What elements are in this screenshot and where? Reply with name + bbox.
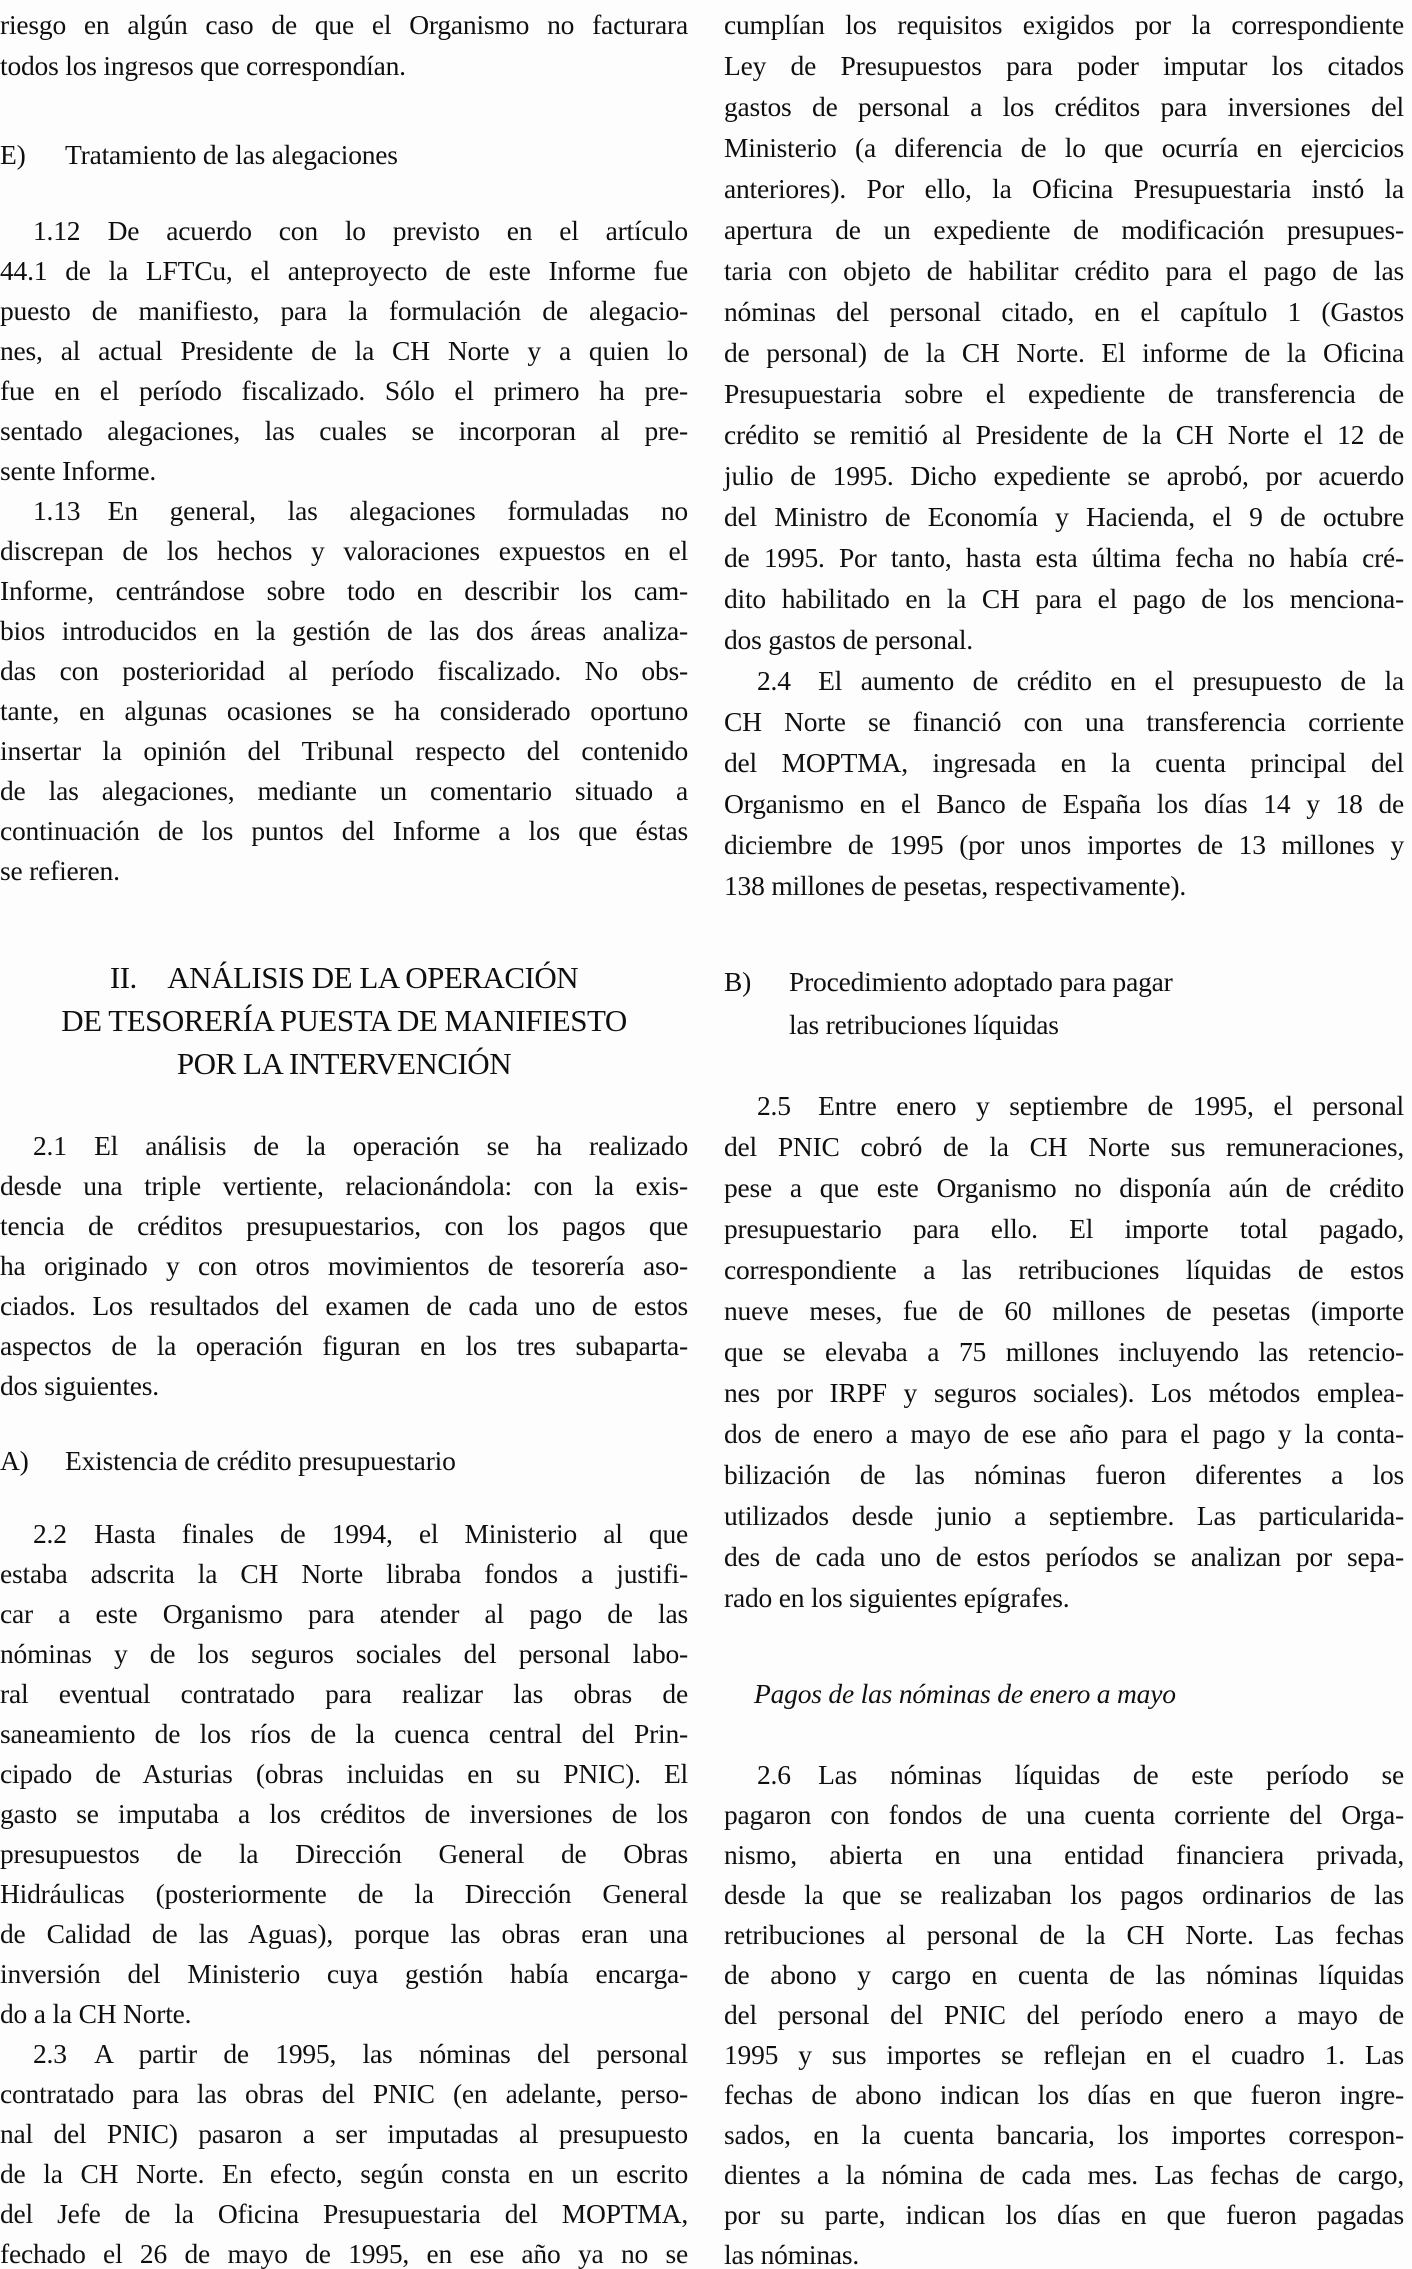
text-line: 1.13 En general, las alegaciones formuladas no: [33, 495, 688, 526]
column-right: [724, 0, 1404, 2269]
column-left: [0, 0, 688, 2269]
text-line: nóminas y de los seguros sociales del personal labo-: [0, 1638, 688, 1669]
text-line: dito habilitado en la CH para el pago de los menciona-: [724, 583, 1404, 614]
subheading-line: Pagos de las nóminas de enero a mayo: [754, 1678, 1176, 1709]
text-line: estaba adscrita la CH Norte libraba fondos a justifi-: [0, 1558, 688, 1589]
text-line: do a la CH Norte.: [0, 1998, 192, 2029]
section-heading-line: POR LA INTERVENCIÓN: [176, 1046, 512, 1081]
text-line: de 1995. Por tanto, hasta esta última fecha no había cré-: [724, 542, 1404, 573]
text-line: gasto se imputaba a los créditos de inversiones de los: [0, 1798, 688, 1829]
text-line: ciados. Los resultados del examen de cada uno de estos: [0, 1290, 688, 1321]
text-line: utilizados desde junio a septiembre. Las particularida-: [724, 1500, 1404, 1531]
heading-label: A): [0, 1445, 29, 1476]
text-line: pagaron con fondos de una cuenta corriente del Orga-: [724, 1799, 1404, 1830]
text-line: cipado de Asturias (obras incluidas en su PNIC). El: [0, 1758, 688, 1789]
text-line: 2.5 Entre enero y septiembre de 1995, el personal: [757, 1090, 1404, 1121]
text-line: todos los ingresos que correspondían.: [0, 50, 406, 81]
text-line: car a este Organismo para atender al pago de las: [0, 1598, 688, 1629]
text-line: riesgo en algún caso de que el Organismo no facturara: [0, 9, 688, 40]
text-line: CH Norte se financió con una transferencia corriente: [724, 706, 1404, 737]
text-line: del MOPTMA, ingresada en la cuenta principal del: [724, 747, 1404, 778]
text-line: nóminas del personal citado, en el capítulo 1 (Gastos: [724, 296, 1404, 327]
text-line: desde la que se realizaban los pagos ordinarios de las: [724, 1879, 1404, 1910]
text-line: del Jefe de la Oficina Presupuestaria del MOPTMA,: [0, 2198, 688, 2229]
text-line: insertar la opinión del Tribunal respecto del contenido: [0, 735, 688, 766]
section-heading-line: II. ANÁLISIS DE LA OPERACIÓN: [109, 960, 579, 995]
text-line: por su parte, indican los días en que fueron pagadas: [724, 2199, 1404, 2230]
text-line: taria con objeto de habilitar crédito para el pago de las: [724, 255, 1404, 286]
text-line: 2.3 A partir de 1995, las nóminas del personal: [33, 2038, 688, 2069]
text-line: crédito se remitió al Presidente de la CH Norte el 12 de: [724, 419, 1404, 450]
text-line: 2.6 Las nóminas líquidas de este período se: [757, 1759, 1404, 1790]
text-line: 2.1 El análisis de la operación se ha realizado: [33, 1130, 688, 1161]
text-line: gastos de personal a los créditos para inversiones del: [724, 91, 1404, 122]
heading-line: las retribuciones líquidas: [789, 1009, 1059, 1040]
heading-text: Existencia de crédito presupuestario: [65, 1445, 456, 1476]
text-line: 2.2 Hasta finales de 1994, el Ministerio al que: [33, 1518, 688, 1549]
text-line: diciembre de 1995 (por unos importes de 13 millones y: [724, 829, 1404, 860]
block-para: [0, 1514, 688, 2269]
text-line: Organismo en el Banco de España los días 14 y 18 de: [724, 788, 1404, 819]
text-line: ral eventual contratado para realizar las obras de: [0, 1678, 688, 1709]
heading-text: Tratamiento de las alegaciones: [65, 139, 398, 170]
text-line: bios introducidos en la gestión de las dos áreas analiza-: [0, 615, 688, 646]
text-line: nal del PNIC) pasaron a ser imputadas al presupuesto: [0, 2118, 688, 2149]
text-line: Presupuestaria sobre el expediente de transferencia de: [724, 378, 1404, 409]
text-line: de la CH Norte. En efecto, según consta en un escrito: [0, 2158, 688, 2189]
text-line: aspectos de la operación figuran en los tres subaparta-: [0, 1330, 688, 1361]
block-para: [724, 1085, 1404, 1618]
text-line: discrepan de los hechos y valoraciones expuestos en el: [0, 535, 688, 566]
text-line: Ley de Presupuestos para poder imputar los citados: [724, 50, 1404, 81]
text-line: presupuestario para ello. El importe total pagado,: [724, 1213, 1404, 1244]
heading-text: Procedimiento adoptado para pagar: [789, 966, 1173, 997]
text-line: julio de 1995. Dicho expediente se aprobó, por acuerdo: [724, 460, 1404, 491]
text-line: que se elevaba a 75 millones incluyendo las retencio-: [724, 1336, 1404, 1367]
text-line: saneamiento de los ríos de la cuenca central del Prin-: [0, 1718, 688, 1749]
text-line: dos de enero a mayo de ese año para el pago y la conta-: [724, 1418, 1404, 1449]
text-line: tencia de créditos presupuestarios, con los pagos que: [0, 1210, 688, 1241]
block-heading: [0, 134, 688, 175]
text-line: del Ministro de Economía y Hacienda, el 9 de octubre: [724, 501, 1404, 532]
text-line: dos gastos de personal.: [724, 624, 973, 655]
text-line: apertura de un expediente de modificación presupues-: [724, 214, 1404, 245]
text-line: fue en el período fiscalizado. Sólo el primero ha pre-: [0, 375, 688, 406]
text-line: Hidráulicas (posteriormente de la Dirección General: [0, 1878, 688, 1909]
block-heading-center: [0, 956, 688, 1085]
text-line: fechas de abono indican los días en que fueron ingre-: [724, 2079, 1404, 2110]
text-line: correspondiente a las retribuciones líquidas de estos: [724, 1254, 1404, 1285]
text-line: nes por IRPF y seguros sociales). Los métodos emplea-: [724, 1377, 1404, 1408]
block-para: [724, 4, 1404, 906]
block-para: [0, 4, 688, 86]
text-line: nismo, abierta en una entidad financiera privada,: [724, 1839, 1404, 1870]
text-line: desde una triple vertiente, relacionándola: con la exis-: [0, 1170, 688, 1201]
text-line: contratado para las obras del PNIC (en adelante, perso-: [0, 2078, 688, 2109]
text-line: anteriores). Por ello, la Oficina Presupuestaria instó la: [724, 173, 1404, 204]
text-line: inversión del Ministerio cuya gestión había encarga-: [0, 1958, 688, 1989]
block-para: [0, 211, 688, 891]
text-line: del PNIC cobró de la CH Norte sus remuneraciones,: [724, 1131, 1404, 1162]
text-line: continuación de los puntos del Informe a los que éstas: [0, 815, 688, 846]
text-line: nes, al actual Presidente de la CH Norte y a quien lo: [0, 335, 688, 366]
text-line: dos siguientes.: [0, 1370, 159, 1401]
block-subheading-italic: [724, 1673, 1404, 1714]
text-line: nueve meses, fue de 60 millones de pesetas (importe: [724, 1295, 1404, 1326]
text-line: Informe, centrándose sobre todo en describir los cam-: [0, 575, 688, 606]
text-line: rado en los siguientes epígrafes.: [724, 1582, 1070, 1613]
heading-line: [0, 134, 688, 175]
text-line: sente Informe.: [0, 455, 157, 486]
text-line: las nóminas.: [724, 2239, 860, 2269]
text-line: 138 millones de pesetas, respectivamente).: [724, 870, 1187, 901]
heading-line: [0, 1440, 688, 1481]
text-line: se refieren.: [0, 855, 120, 886]
text-line: de Calidad de las Aguas), porque las obras eran una: [0, 1918, 688, 1949]
text-line: tante, en algunas ocasiones se ha considerado oportuno: [0, 695, 688, 726]
text-line: fechado el 26 de mayo de 1995, en ese año ya no se: [0, 2238, 688, 2269]
text-line: retribuciones al personal de la CH Norte. Las fechas: [724, 1919, 1404, 1950]
section-heading-line: DE TESORERÍA PUESTA DE MANIFIESTO: [61, 1003, 627, 1038]
text-line: presupuestos de la Dirección General de Obras: [0, 1838, 688, 1869]
text-line: des de cada uno de estos períodos se analizan por sepa-: [724, 1541, 1404, 1572]
block-para: [724, 1755, 1404, 2269]
block-heading: [0, 1440, 688, 1481]
text-line: cumplían los requisitos exigidos por la correspondiente: [724, 9, 1404, 40]
text-line: 44.1 de la LFTCu, el anteproyecto de este Informe fue: [0, 255, 688, 286]
block-para: [0, 1126, 688, 1406]
heading-label: B): [724, 966, 752, 997]
text-line: sentado alegaciones, las cuales se incorporan al pre-: [0, 415, 688, 446]
text-line: ha originado y con otros movimientos de tesorería aso-: [0, 1250, 688, 1281]
text-line: sados, en la cuenta bancaria, los importes correspon-: [724, 2119, 1404, 2150]
heading-label: E): [0, 139, 26, 170]
text-line: 1.12 De acuerdo con lo previsto en el artículo: [33, 215, 688, 246]
text-line: dientes a la nómina de cada mes. Las fechas de cargo,: [724, 2159, 1404, 2190]
text-line: del personal del PNIC del período enero a mayo de: [724, 1999, 1404, 2030]
text-line: bilización de las nóminas fueron diferentes a los: [724, 1459, 1404, 1490]
text-line: de las alegaciones, mediante un comentario situado a: [0, 775, 688, 806]
text-line: de abono y cargo en cuenta de las nóminas líquidas: [724, 1959, 1404, 1990]
text-line: 1995 y sus importes se reflejan en el cuadro 1. Las: [724, 2039, 1404, 2070]
text-line: puesto de manifiesto, para la formulación de alegacio-: [0, 295, 688, 326]
text-line: pese a que este Organismo no disponía aún de crédito: [724, 1172, 1404, 1203]
text-line: 2.4 El aumento de crédito en el presupuesto de la: [757, 665, 1404, 696]
text-line: Ministerio (a diferencia de lo que ocurría en ejercicios: [724, 132, 1404, 163]
text-line: de personal) de la CH Norte. El informe de la Oficina: [724, 337, 1404, 368]
block-heading: [724, 960, 1404, 1046]
text-line: das con posterioridad al período fiscalizado. No obs-: [0, 655, 688, 686]
heading-line: [724, 960, 1404, 1003]
